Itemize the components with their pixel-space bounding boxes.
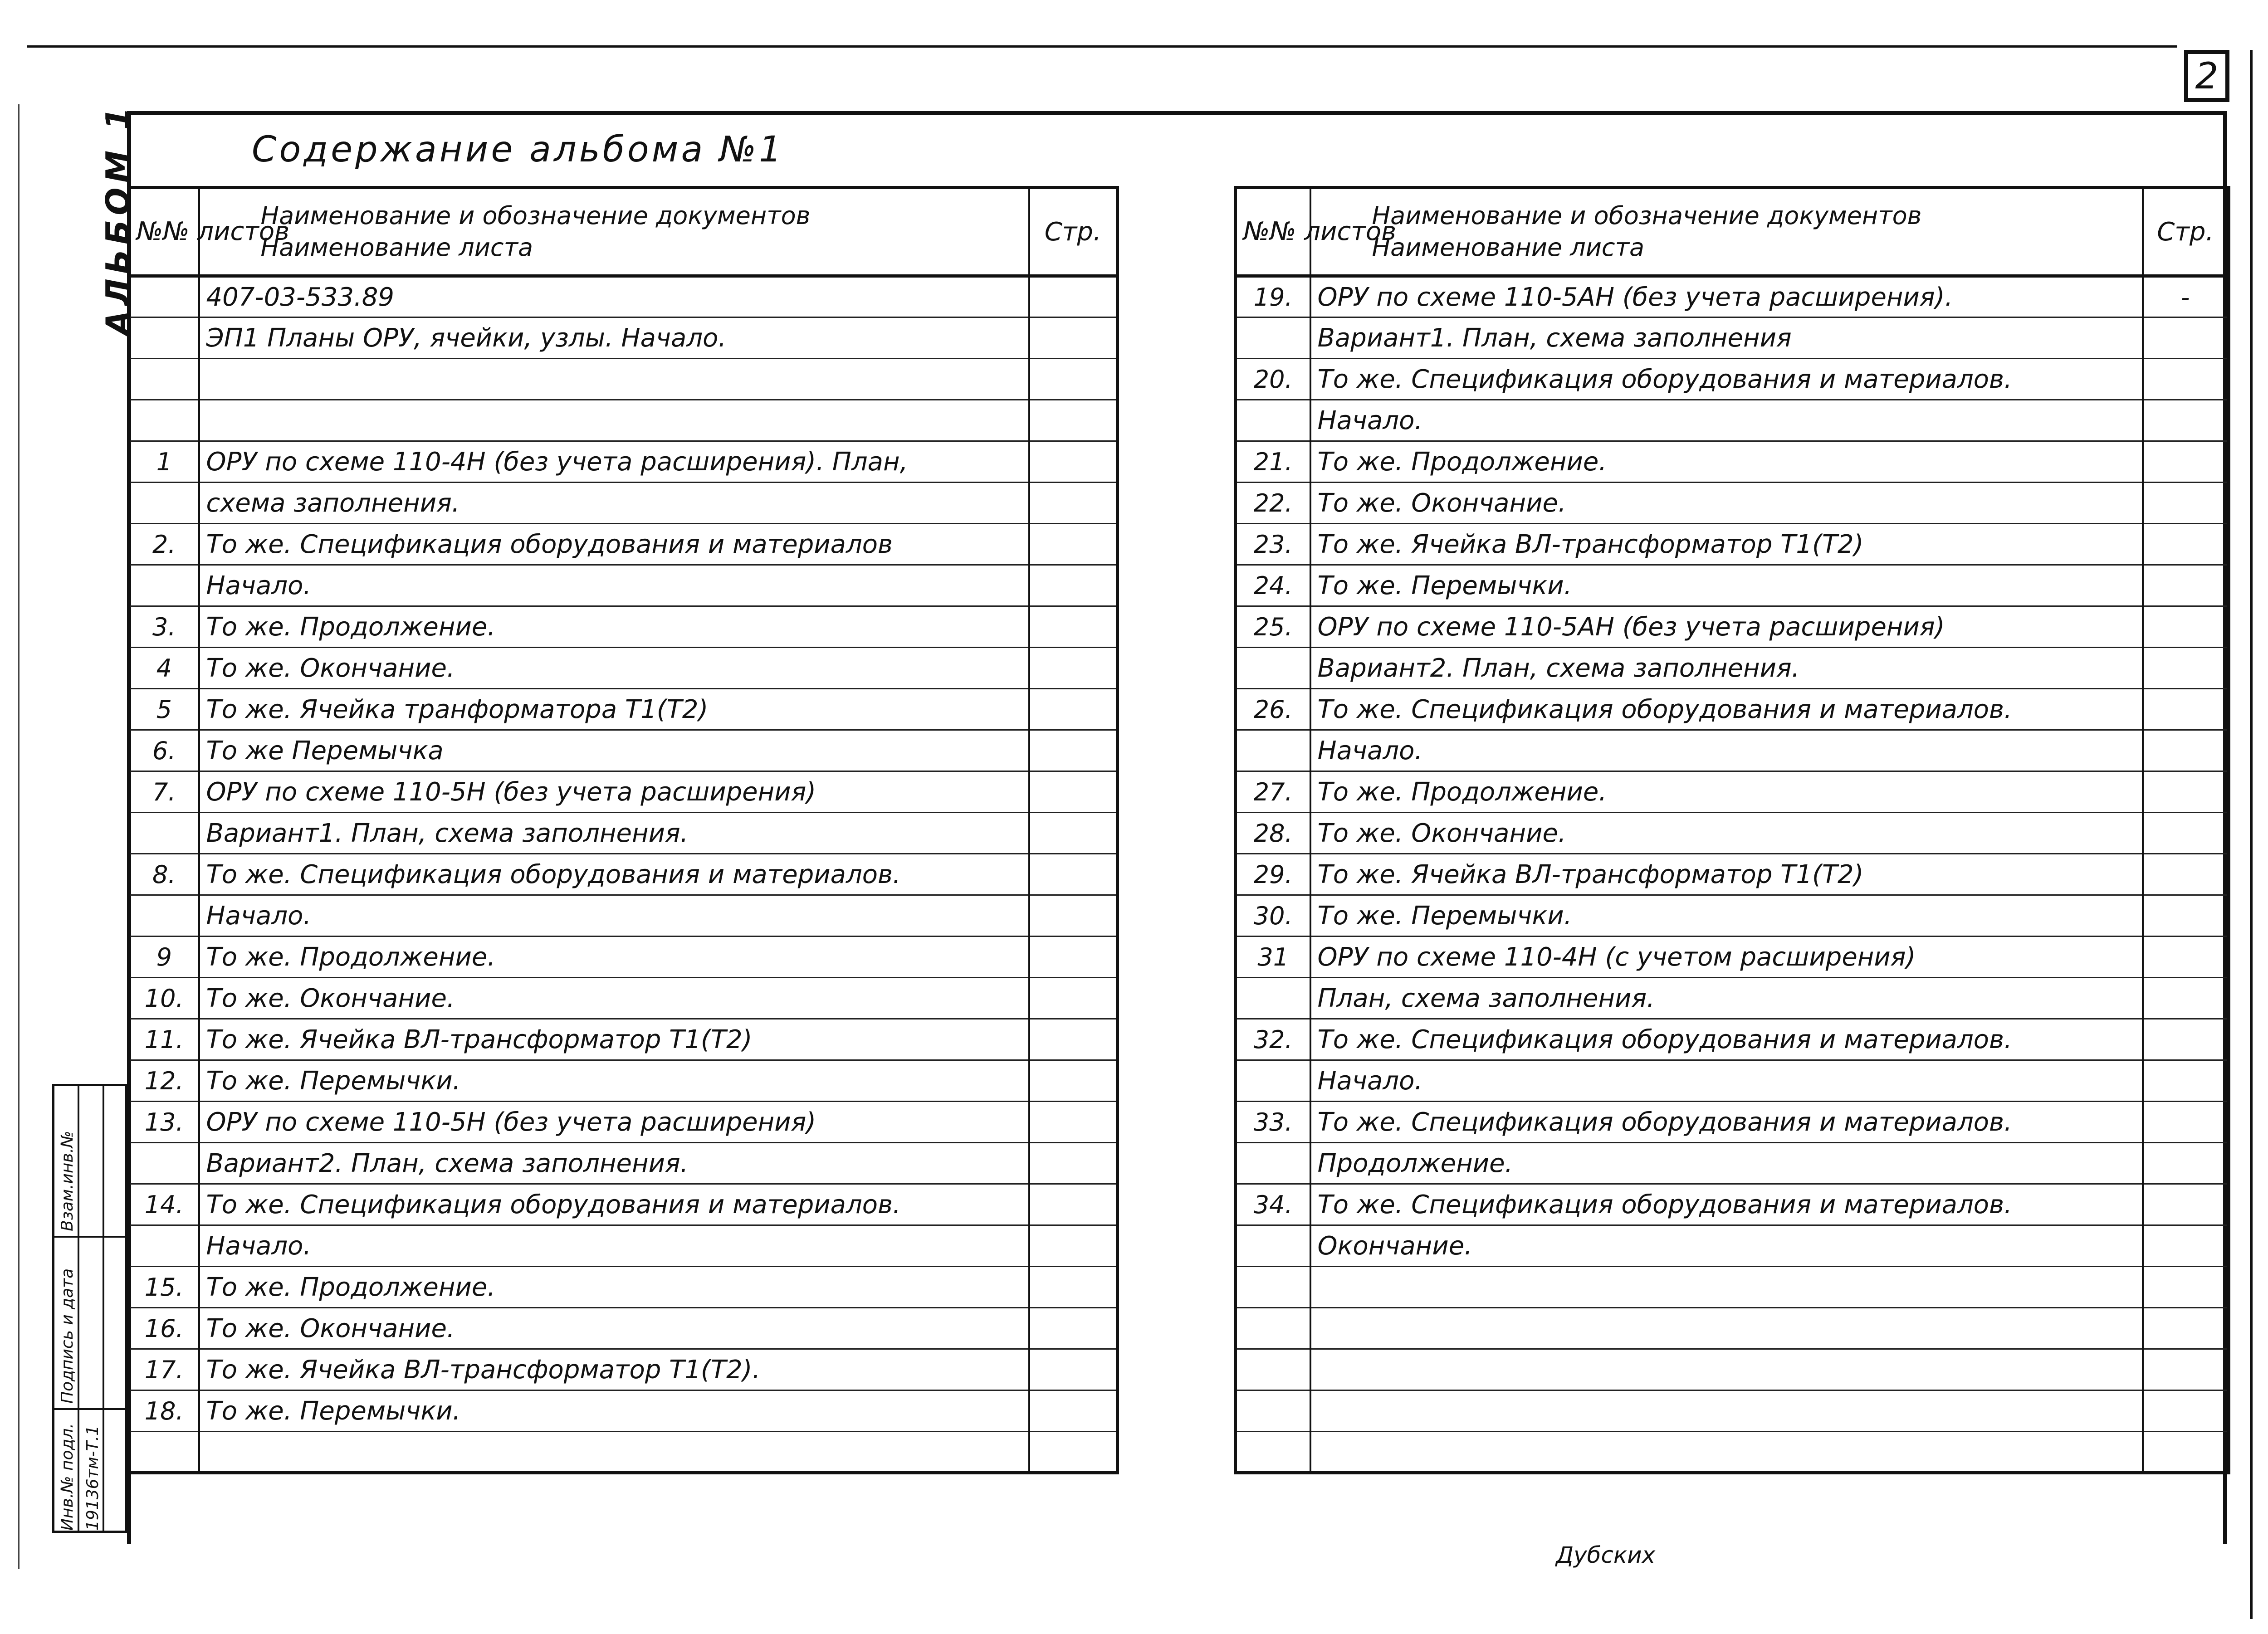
sheet-name: То же. Спецификация оборудования и материалов [199,524,1029,565]
page-cell [1029,359,1118,400]
sheet-name: То же. Окончание. [1310,813,2143,854]
page-cell [2143,1390,2229,1432]
sheet-number [1236,1267,1310,1308]
sheet-name: Окончание. [1310,1225,2143,1267]
page-cell [2143,1349,2229,1390]
table-row [129,978,1118,1019]
table-row [129,400,1118,441]
page-cell [2143,978,2229,1019]
sheet-number: 20. [1236,359,1310,400]
table-row [1236,1432,2229,1473]
sheet-number: 29. [1236,854,1310,895]
sheet-number: 23. [1236,524,1310,565]
page-cell [1029,276,1118,317]
header-name-line2: Наименование листа [1372,233,1645,262]
table-row [129,524,1118,565]
table-row [129,648,1118,689]
table-row [1236,359,2229,400]
table-row [129,1308,1118,1349]
sheet-number [129,895,199,937]
sheet-number [1236,648,1310,689]
page-cell [2143,441,2229,483]
table-row [129,565,1118,606]
table-row [1236,1267,2229,1308]
table-row [129,1225,1118,1267]
sheet-name [199,359,1029,400]
page-cell [1029,813,1118,854]
table-row [129,606,1118,648]
table-row [1236,771,2229,813]
page-cell [2143,1102,2229,1143]
sheet-number [129,317,199,359]
page-cell [1029,1060,1118,1102]
sheet-name: Начало. [1310,400,2143,441]
page-cell [2143,359,2229,400]
page-cell [1029,1184,1118,1225]
sheet-number: 32. [1236,1019,1310,1060]
sheet-name: Вариант1. План, схема заполнения. [199,813,1029,854]
sheet-number [129,400,199,441]
table-row [1236,483,2229,524]
page-cell [2143,813,2229,854]
page-cell [2143,1432,2229,1473]
original-inventory-label: Инв.№ подл. [58,1423,77,1531]
page-cell [2143,1143,2229,1184]
page-cell [2143,895,2229,937]
sheet-number [1236,1349,1310,1390]
sheet-name [1310,1267,2143,1308]
page-cell: - [2143,276,2229,317]
sheet-name: То же. Перемычки. [1310,565,2143,606]
page-cell [2143,854,2229,895]
table-row [1236,524,2229,565]
page-cell [1029,1267,1118,1308]
page-cell [1029,565,1118,606]
sheet-number [129,813,199,854]
top-border-line [27,45,2177,48]
sheet-number: 33. [1236,1102,1310,1143]
sheet-name: То же. Ячейка транформатора Т1(Т2) [199,689,1029,730]
table-row [129,276,1118,317]
table-row [1236,276,2229,317]
sheet-number: 22. [1236,483,1310,524]
side-stamp-divider [54,1236,125,1238]
page-cell [1029,441,1118,483]
table-row [129,895,1118,937]
sheet-name: Вариант2. План, схема заполнения. [1310,648,2143,689]
sheet-name: То же. Ячейка ВЛ-трансформатор Т1(Т2) [1310,854,2143,895]
table-row [1236,441,2229,483]
table-row [1236,400,2229,441]
page-cell [2143,730,2229,771]
sheet-number: 11. [129,1019,199,1060]
table-row [1236,813,2229,854]
sheet-number [129,1143,199,1184]
sheet-number [129,359,199,400]
sheet-number: 14. [129,1184,199,1225]
sheet-name: Начало. [199,1225,1029,1267]
page-cell [1029,689,1118,730]
sheet-number: 3. [129,606,199,648]
page-cell [1029,1102,1118,1143]
original-inventory-value: 19136тм-Т.1 [83,1425,102,1531]
sheet-name: ОРУ по схеме 110-4Н (без учета расширения). План, [199,441,1029,483]
page-cell [2143,648,2229,689]
sheet-number: 30. [1236,895,1310,937]
sheet-number: 1 [129,441,199,483]
table-row [129,1060,1118,1102]
sheet-name: План, схема заполнения. [1310,978,2143,1019]
album-stamp: АЛЬБОМ 1 [99,102,137,336]
table-row [1236,895,2229,937]
sheet-name: То же. Перемычки. [1310,895,2143,937]
page-cell [1029,1225,1118,1267]
sheet-name [1310,1308,2143,1349]
header-name-line2: Наименование листа [260,233,533,262]
page-cell [2143,1225,2229,1267]
page-cell [1029,1143,1118,1184]
sheet-number [129,1432,199,1473]
right-border-line [2250,50,2253,1619]
table-row [1236,730,2229,771]
sheet-name: То же. Ячейка ВЛ-трансформатор Т1(Т2) [199,1019,1029,1060]
page-number: 2 [2184,50,2229,102]
page-cell [2143,1184,2229,1225]
sheet-number: 15. [129,1267,199,1308]
page-cell [1029,1390,1118,1432]
page-cell [1029,1349,1118,1390]
header-sheet-number: №№ листов [129,188,199,276]
table-row [129,1390,1118,1432]
page-cell [2143,606,2229,648]
sheet-name [1310,1349,2143,1390]
table-row [129,854,1118,895]
sheet-name: То же. Продолжение. [199,1267,1029,1308]
table-row [1236,1390,2229,1432]
sheet-name: То же. Перемычки. [199,1060,1029,1102]
sheet-number [129,276,199,317]
sheet-name: То же. Спецификация оборудования и материалов. [1310,689,2143,730]
table-row [129,359,1118,400]
table-row [1236,937,2229,978]
table-row [1236,1060,2229,1102]
page-cell [1029,483,1118,524]
sheet-name: Вариант2. План, схема заполнения. [199,1143,1029,1184]
sheet-name [1310,1390,2143,1432]
table-row [129,689,1118,730]
table-row [129,1184,1118,1225]
sheet-number [1236,978,1310,1019]
table-row [129,1432,1118,1473]
sheet-name: То же. Ячейка ВЛ-трансформатор Т1(Т2). [199,1349,1029,1390]
sheet-name: То же. Продолжение. [199,937,1029,978]
table-row [1236,1019,2229,1060]
header-document-name [199,188,1029,276]
page-cell [1029,854,1118,895]
page-cell [2143,1308,2229,1349]
sheet-name: То же. Спецификация оборудования и материалов. [1310,359,2143,400]
header-name-line1: Наименование и обозначение документов [260,201,811,230]
sheet-number: 17. [129,1349,199,1390]
sheet-name: схема заполнения. [199,483,1029,524]
sheet-number: 27. [1236,771,1310,813]
page-cell [1029,937,1118,978]
sheet-number: 24. [1236,565,1310,606]
header-document-name [1310,188,2143,276]
album-title: Содержание альбома №1 [252,129,784,170]
sheet-name: То же. Окончание. [199,648,1029,689]
sheet-number [129,565,199,606]
contents-table-right [1234,186,2230,1474]
sheet-name: Начало. [199,565,1029,606]
table-row [129,483,1118,524]
signature-date-label: Подпись и дата [58,1268,77,1404]
page-cell [1029,730,1118,771]
sheet-number [1236,1060,1310,1102]
sheet-name [1310,1432,2143,1473]
table-row [1236,1308,2229,1349]
sheet-number [1236,730,1310,771]
sheet-number: 28. [1236,813,1310,854]
sheet-number [129,1225,199,1267]
table-row [129,1102,1118,1143]
sheet-name: То же. Спецификация оборудования и материалов. [199,854,1029,895]
page-cell [2143,565,2229,606]
page-cell [2143,689,2229,730]
table-row [1236,1349,2229,1390]
page-cell [2143,524,2229,565]
table-row [129,1349,1118,1390]
sheet-number: 4 [129,648,199,689]
sheet-name: То же Перемычка [199,730,1029,771]
page-cell [1029,771,1118,813]
table-row [129,1019,1118,1060]
sheet-number: 16. [129,1308,199,1349]
sheet-number: 19. [1236,276,1310,317]
page-cell [1029,317,1118,359]
sheet-number [1236,1432,1310,1473]
sheet-number: 21. [1236,441,1310,483]
page-cell [2143,483,2229,524]
sheet-name: То же. Спецификация оборудования и материалов. [1310,1019,2143,1060]
table-row [1236,565,2229,606]
sheet-number: 18. [129,1390,199,1432]
sheet-name: То же. Окончание. [1310,483,2143,524]
table-row [1236,689,2229,730]
page-cell [1029,1308,1118,1349]
header-page: Стр. [1029,188,1118,276]
sheet-number [129,483,199,524]
side-stamp [52,1084,127,1533]
sheet-name: ОРУ по схеме 110-5АН (без учета расширения). [1310,276,2143,317]
page-cell [1029,895,1118,937]
sheet-name: Начало. [199,895,1029,937]
sheet-number: 6. [129,730,199,771]
table-header [1236,188,2229,276]
sheet-name: Начало. [1310,1060,2143,1102]
sheet-name: 407-03-533.89 [199,276,1029,317]
sheet-number: 34. [1236,1184,1310,1225]
page-cell [2143,400,2229,441]
table-row [129,1143,1118,1184]
header-page: Стр. [2143,188,2229,276]
replacement-inventory-label: Взам.инв.№ [58,1131,77,1231]
sheet-name: То же. Продолжение. [1310,441,2143,483]
sheet-name: То же. Перемычки. [199,1390,1029,1432]
sheet-number [1236,1308,1310,1349]
page-cell [2143,937,2229,978]
sheet-number: 7. [129,771,199,813]
page-cell [2143,771,2229,813]
page-cell [2143,317,2229,359]
table-row [1236,1143,2229,1184]
sheet-number: 31 [1236,937,1310,978]
page-cell [1029,648,1118,689]
table-row [1236,854,2229,895]
page-cell [1029,524,1118,565]
sheet-number [1236,400,1310,441]
sheet-number: 5 [129,689,199,730]
table-row [129,1267,1118,1308]
sheet-number [1236,317,1310,359]
sheet-number [1236,1390,1310,1432]
sheet-number: 12. [129,1060,199,1102]
table-row [1236,1102,2229,1143]
sheet-name: То же. Продолжение. [199,606,1029,648]
table-row [129,317,1118,359]
page-cell [1029,1432,1118,1473]
sheet-name: То же. Окончание. [199,1308,1029,1349]
side-stamp-divider [54,1408,125,1410]
sheet-name: ОРУ по схеме 110-5АН (без учета расширения) [1310,606,2143,648]
sheet-name: То же. Спецификация оборудования и материалов. [199,1184,1029,1225]
sheet-number: 13. [129,1102,199,1143]
table-row [129,441,1118,483]
sheet-number: 2. [129,524,199,565]
sheet-number: 10. [129,978,199,1019]
page-cell [2143,1019,2229,1060]
sheet-name: ОРУ по схеме 110-5Н (без учета расширения) [199,771,1029,813]
sheet-number: 25. [1236,606,1310,648]
page-cell [1029,606,1118,648]
page-cell [2143,1060,2229,1102]
sheet-name [199,400,1029,441]
sheet-name: Вариант1. План, схема заполнения [1310,317,2143,359]
table-row [129,730,1118,771]
sheet-number [1236,1143,1310,1184]
sheet-number: 9 [129,937,199,978]
page-cell [1029,400,1118,441]
table-row [1236,648,2229,689]
header-sheet-number: №№ листов [1236,188,1310,276]
page-cell [2143,1267,2229,1308]
sheet-number: 26. [1236,689,1310,730]
sheet-name: То же. Спецификация оборудования и материалов. [1310,1184,2143,1225]
table-row [1236,1184,2229,1225]
signature: Дубских [1556,1542,1656,1568]
sheet-name: ОРУ по схеме 110-4Н (с учетом расширения) [1310,937,2143,978]
table-row [1236,978,2229,1019]
header-name-line1: Наименование и обозначение документов [1372,201,1922,230]
sheet-name: Начало. [1310,730,2143,771]
table-row [129,771,1118,813]
contents-table-left [127,186,1119,1474]
sheet-name: ОРУ по схеме 110-5Н (без учета расширения) [199,1102,1029,1143]
sheet-name [199,1432,1029,1473]
sheet-name: Продолжение. [1310,1143,2143,1184]
left-margin-line [18,104,20,1569]
table-header [129,188,1118,276]
page-cell [1029,978,1118,1019]
sheet-name: То же. Ячейка ВЛ-трансформатор Т1(Т2) [1310,524,2143,565]
sheet-name: То же. Продолжение. [1310,771,2143,813]
sheet-name: То же. Окончание. [199,978,1029,1019]
sheet-number: 8. [129,854,199,895]
table-row [1236,317,2229,359]
table-row [1236,606,2229,648]
sheet-number [1236,1225,1310,1267]
table-row [129,937,1118,978]
sheet-name: То же. Спецификация оборудования и материалов. [1310,1102,2143,1143]
table-row [1236,1225,2229,1267]
sheet-name: ЭП1 Планы ОРУ, ячейки, узлы. Начало. [199,317,1029,359]
table-row [129,813,1118,854]
page-cell [1029,1019,1118,1060]
